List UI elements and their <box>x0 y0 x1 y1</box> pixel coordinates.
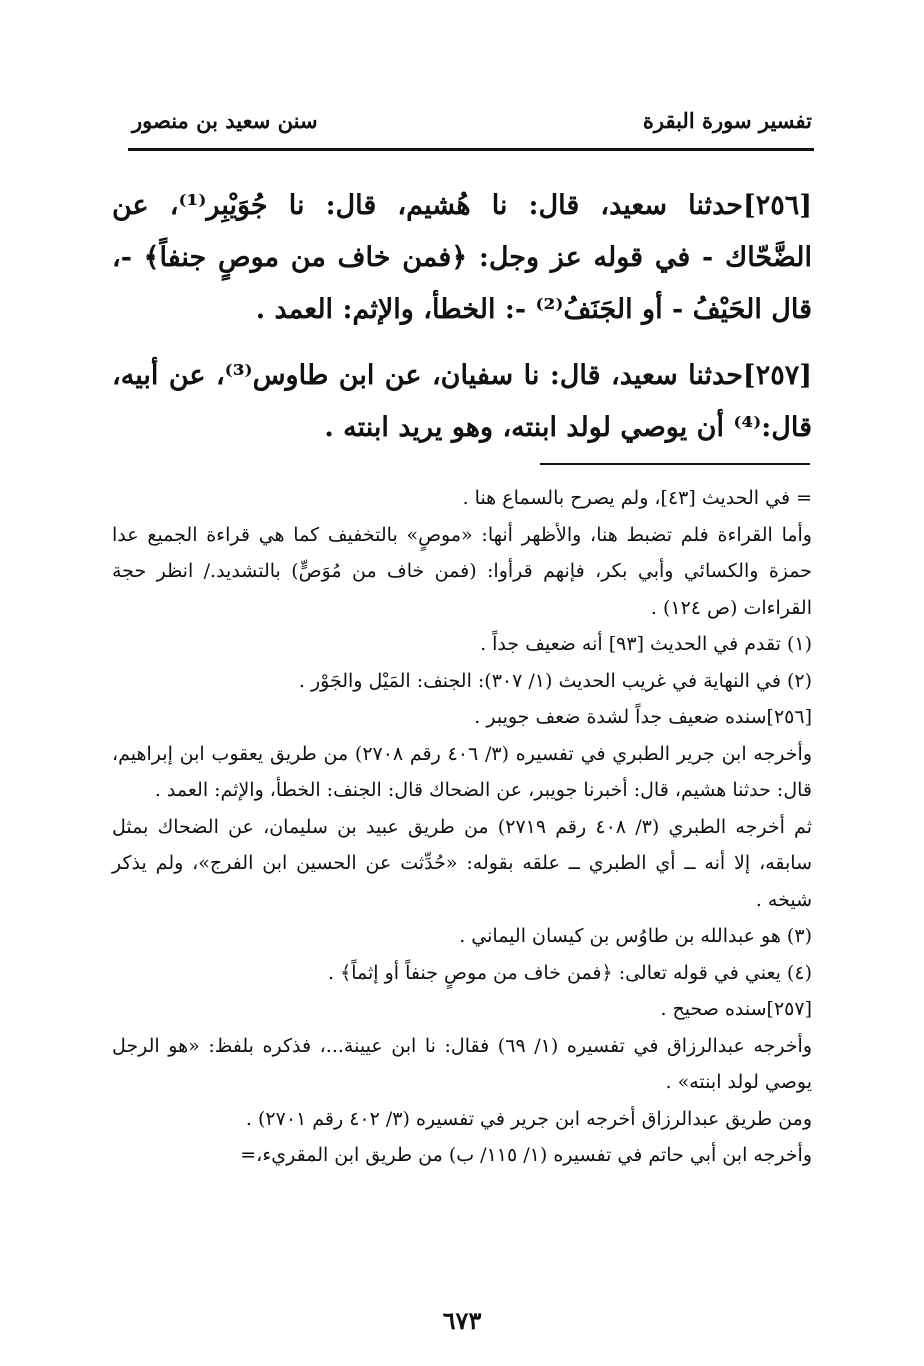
takhrij-257-heading: [٢٥٧]سنده صحيح . <box>660 998 812 1020</box>
hadith-257 <box>112 350 812 454</box>
header-book-title: سنن سعيد بن منصور <box>132 108 318 133</box>
hadith-text: حدثنا سعيد، قال: نا سفيان، عن ابن طاوس⁽³⁾، عن أبيه، قال:⁽⁴⁾ أن يوصي لولد ابنته، وهو يريد ابنته . <box>112 360 812 443</box>
takhrij-paragraph: وأخرجه عبدالرزاق في تفسيره (١/ ٦٩) فقال: نا ابن عيينة...، فذكره بلفظ: «هو الرجل يوصي لولد ابنته» . <box>112 1034 812 1093</box>
footnote-continuation: = في الحديث [٤٣]، ولم يصرح بالسماع هنا . <box>462 487 812 509</box>
hadith-text: حدثنا سعيد، قال: نا هُشيم، قال: نا جُوَيْبِر⁽¹⁾، عن الضَّحّاك - في قوله عز وجل: ﴿فمن خاف من موصٍ جنفاً﴾ -، قال الحَيْفُ - أو الجَنَفُ⁽²⁾ -: الخطأ، والإثم: العمد . <box>112 190 812 325</box>
footnote-3: (٣) هو عبدالله بن طاوُس بن كيسان اليماني . <box>459 925 812 947</box>
hadith-256 <box>112 180 812 336</box>
header-rule <box>128 148 814 151</box>
header-chapter-title: تفسير سورة البقرة <box>642 108 812 133</box>
running-header <box>132 108 812 142</box>
footnote-2: (٢) في النهاية في غريب الحديث (١/ ٣٠٧): الجنف: المَيْل والجَوْر . <box>298 669 812 692</box>
footnote-1: (١) تقدم في الحديث [٩٣] أنه ضعيف جداً . <box>480 633 812 655</box>
footnote-4: (٤) يعني في قوله تعالى: ﴿فمن خاف من موصٍ جنفاً أو إثماً﴾ . <box>328 961 812 984</box>
page-number: ٦٧٣ <box>442 1306 482 1335</box>
takhrij-paragraph: ومن طريق عبدالرزاق أخرجه ابن جرير في تفسيره (٣/ ٤٠٢ رقم ٢٧٠١) . <box>245 1107 812 1130</box>
hadith-number: [٢٥٧] <box>742 360 812 391</box>
takhrij-paragraph: وأخرجه ابن جرير الطبري في تفسيره (٣/ ٤٠٦ رقم ٢٧٠٨) من طريق يعقوب ابن إبراهيم، قال: حدثنا هشيم، قال: أخبرنا جويبر، عن الضحاك قال: الجنف: الخطأ، والإثم: العمد . <box>112 742 812 801</box>
takhrij-paragraph: ثم أخرجه الطبري (٣/ ٤٠٨ رقم ٢٧١٩) من طريق عبيد بن سليمان، عن الضحاك بمثل سابقه، إلا أنه ــ أي الطبري ــ علقه بقوله: «حُدِّثت عن الحسين ابن الفرج»، ولم يذكر شيخه . <box>112 815 812 911</box>
takhrij-256-heading: [٢٥٦]سنده ضعيف جداً لشدة ضعف جويبر . <box>474 706 812 728</box>
footnotes <box>112 480 812 1174</box>
takhrij-paragraph: وأخرجه ابن أبي حاتم في تفسيره (١/ ١١٥/ ب) من طريق ابن المقريء،= <box>240 1144 812 1166</box>
footnote-paragraph: وأما القراءة فلم تضبط هنا، والأظهر أنها: «موصٍ» بالتخفيف كما هي قراءة الجميع عدا حمزة والكسائي وأبي بكر، فإنهم قرأوا: (فمن خاف من مُوَصٍّ) بالتشديد./ انظر حجة القراءات (ص ١٢٤) . <box>112 523 812 619</box>
hadith-number: [٢٥٦] <box>742 190 813 221</box>
footnote-separator <box>540 463 810 465</box>
